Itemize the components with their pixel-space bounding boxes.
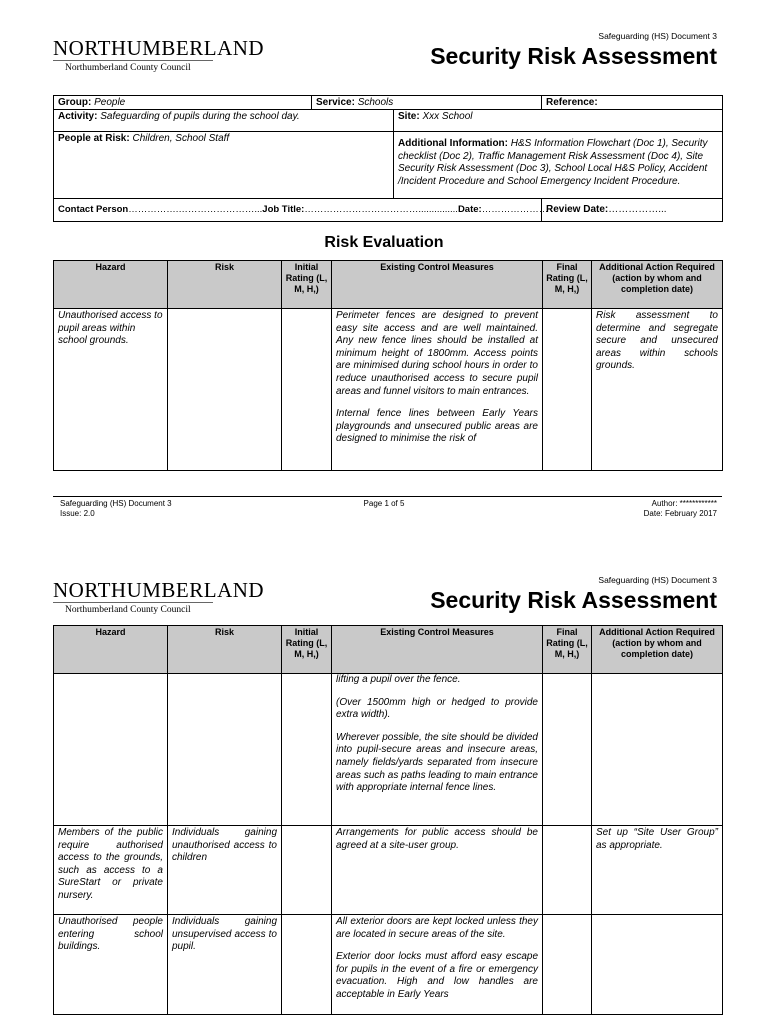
- final-rating-cell: [543, 915, 592, 1015]
- hazard-cell: Members of the public require authorised access to the grounds, such as access to a SureStart or private nursery.: [54, 826, 168, 915]
- final-rating-cell: [543, 309, 592, 471]
- page-title: Security Risk Assessment: [430, 587, 717, 613]
- logo-wordmark: NORTHUMBERLAND: [53, 578, 265, 602]
- final-rating-cell: [543, 674, 592, 826]
- initial-rating-cell: [282, 826, 332, 915]
- footer-right: Author: ************ Date: February 2017: [643, 499, 717, 518]
- controls-cell: [332, 826, 543, 915]
- risk-cell: Individuals gaining unauthorised access to children: [168, 826, 282, 915]
- header-risk: Risk: [168, 626, 282, 674]
- risk-evaluation-table: [53, 260, 723, 471]
- final-rating-cell: [543, 826, 592, 915]
- hazard-cell: [54, 674, 168, 826]
- controls-paragraph: Perimeter fences are designed to prevent easy site access and are well maintained. Any new fence lines should be installed at minimum height of 1800mm. Access points are minimised during school hours in order to reduce unauthorised access to secure pupil areas and funnel visitors to main entrances.: [336, 310, 538, 397]
- action-cell: Risk assessment to determine and segregate secure and unsecured areas within schools grounds.: [592, 309, 723, 471]
- controls-cell: [332, 674, 543, 826]
- controls-paragraph: All exterior doors are kept locked unless they are located in secure areas of the site.: [336, 916, 538, 940]
- contact-row: Contact Person…………….……………………...Job Title:………………………………...............Date:…………………: [54, 199, 542, 222]
- controls-paragraph: (Over 1500mm high or hedged to provide extra width).: [336, 696, 538, 721]
- action-cell: [592, 915, 723, 1015]
- risk-evaluation-table-continued: [53, 625, 723, 1015]
- header-existing-controls: Existing Control Measures: [332, 626, 543, 674]
- controls-cell: [332, 309, 543, 471]
- reference-cell: Reference:: [542, 96, 723, 110]
- risk-cell: [168, 674, 282, 826]
- footer-left: Safeguarding (HS) Document 3 Issue: 2.0: [60, 499, 172, 518]
- activity-cell: Activity: Safeguarding of pupils during the school day.: [54, 110, 394, 132]
- header-initial-rating: Initial Rating (L, M, H,): [282, 261, 332, 309]
- logo-council-name: Northumberland County Council: [65, 63, 191, 73]
- footer-rule: [53, 496, 722, 497]
- action-cell: Set up “Site User Group” as appropriate.: [592, 826, 723, 915]
- risk-cell: [168, 309, 282, 471]
- site-cell: Site: Xxx School: [394, 110, 723, 132]
- logo-council-name: Northumberland County Council: [65, 605, 191, 615]
- header-final-rating: Final Rating (L, M, H,): [543, 626, 592, 674]
- header-initial-rating: Initial Rating (L, M, H,): [282, 626, 332, 674]
- group-cell: Group: People: [54, 96, 312, 110]
- council-logo: [53, 37, 264, 74]
- review-date-cell: Review Date:……………...: [542, 199, 723, 222]
- footer-page-number: Page 1 of 5: [363, 499, 405, 508]
- initial-rating-cell: [282, 309, 332, 471]
- hazard-cell: Unauthorised access to pupil areas within school grounds.: [54, 309, 168, 471]
- service-cell: Service: Schools: [312, 96, 542, 110]
- hazard-cell: Unauthorised people entering school buildings.: [54, 915, 168, 1015]
- initial-rating-cell: [282, 915, 332, 1015]
- header-hazard: Hazard: [54, 261, 168, 309]
- table-row: [54, 826, 723, 915]
- logo-divider: [53, 602, 213, 603]
- assessment-info-table: [53, 95, 723, 222]
- page-2: [0, 540, 768, 1024]
- logo-wordmark: NORTHUMBERLAND: [53, 36, 265, 60]
- council-logo: [53, 579, 264, 616]
- table-row: [54, 915, 723, 1015]
- initial-rating-cell: [282, 674, 332, 826]
- header-final-rating: Final Rating (L, M, H,): [543, 261, 592, 309]
- controls-cell: [332, 915, 543, 1015]
- table-row: [54, 674, 723, 826]
- header-additional-action: Additional Action Required (action by whom and completion date): [592, 261, 723, 309]
- header-existing-controls: Existing Control Measures: [332, 261, 543, 309]
- header-hazard: Hazard: [54, 626, 168, 674]
- document-reference: Safeguarding (HS) Document 3: [598, 575, 717, 585]
- document-reference: Safeguarding (HS) Document 3: [598, 31, 717, 41]
- page-title: Security Risk Assessment: [430, 43, 717, 69]
- people-at-risk-cell: People at Risk: Children, School Staff: [54, 132, 394, 199]
- header-risk: Risk: [168, 261, 282, 309]
- logo-divider: [53, 60, 213, 61]
- header-additional-action: Additional Action Required (action by whom and completion date): [592, 626, 723, 674]
- controls-paragraph: Internal fence lines between Early Years playgrounds and unsecured public areas are designed to minimise the risk of: [336, 408, 538, 445]
- action-cell: [592, 674, 723, 826]
- controls-paragraph: Arrangements for public access should be agreed at a site-user group.: [336, 827, 538, 851]
- controls-paragraph: lifting a pupil over the fence.: [336, 674, 461, 685]
- controls-paragraph: Wherever possible, the site should be divided into pupil-secure areas and insecure areas, namely fields/yards separated from insecure areas such as paths leading to main entrance with appropriate internal fence lines.: [336, 731, 538, 794]
- controls-paragraph: Exterior door locks must afford easy escape for pupils in the event of a fire or emergency evacuation. High and low handles are acceptable in Early Years: [336, 951, 538, 1000]
- additional-information-cell: Additional Information: H&S Information Flowchart (Doc 1), Security checklist (Doc 2), Traffic Management Risk Assessment (Doc 4), Site Security Risk Assessment (Doc 3), School Local H&S Policy, Accident /Incident Procedure and School Emergency Incident Procedure.: [394, 132, 723, 199]
- risk-cell: Individuals gaining unsupervised access to pupil.: [168, 915, 282, 1015]
- section-title: Risk Evaluation: [324, 234, 444, 251]
